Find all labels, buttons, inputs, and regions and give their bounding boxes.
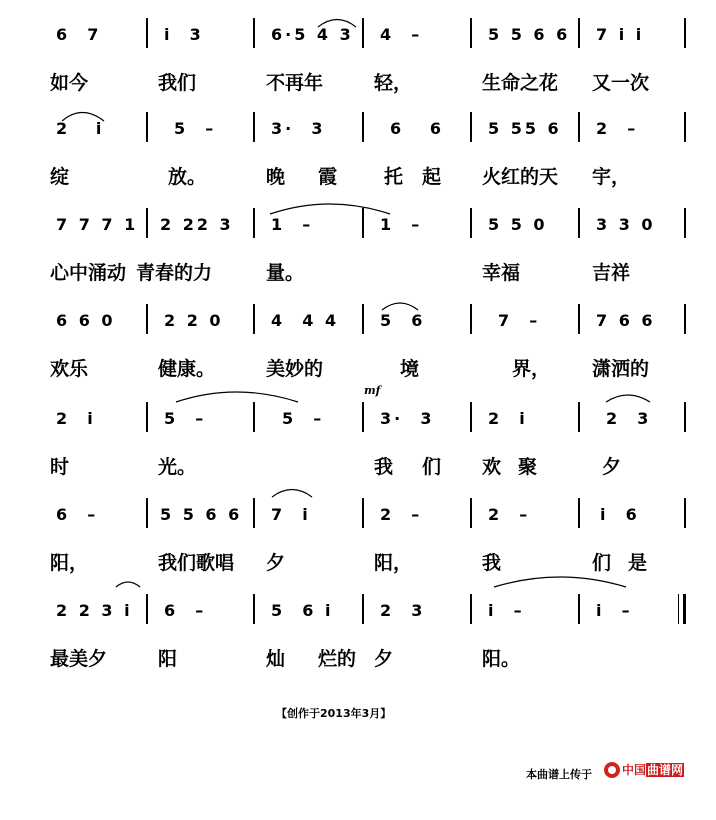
barline [146,594,148,624]
barline [684,208,686,238]
barline [684,498,686,528]
lyric-text: 阳， [50,552,89,574]
barline [470,402,472,432]
barline [253,18,255,48]
measure: 2 – [596,118,639,138]
lyric-text: 青春的力 [136,262,213,284]
barline [684,402,686,432]
lyric-text: 阳， [374,552,413,574]
lyric-text: 绽 [50,166,70,188]
barline [578,208,580,238]
barline [578,18,580,48]
score-system [0,302,716,386]
measure: 7 6 6 [596,310,656,330]
lyric-text: 我们 [158,72,197,94]
barline [362,112,364,142]
lyric-text: 心中涌动 [50,262,127,284]
measure: 6 6 0 [56,310,116,330]
measure: 2 i [56,118,105,138]
notes-line [0,400,716,436]
source-label: 本曲谱上传于 [526,768,592,781]
lyric-text: 夕 [374,648,394,670]
lyrics-line [0,68,716,96]
score-system [0,16,716,100]
lyric-text: 不再年 [266,72,324,94]
measure: 2 3 [606,408,652,428]
measure: 5 – [174,118,217,138]
measure: 5 6 [380,310,426,330]
lyric-text: 火红的天 [482,166,559,188]
dynamic-mark: mf [364,384,381,397]
measure: 2 – [380,504,423,524]
barline [470,304,472,334]
barline [470,208,472,238]
measure: 3· 3 [380,408,435,428]
barline [362,498,364,528]
slur-mark [116,582,140,587]
barline [362,304,364,334]
barline [470,112,472,142]
notes-line [0,16,716,52]
lyrics-line [0,162,716,190]
measure: 3· 3 [271,118,326,138]
lyric-text: 健康。 [158,358,216,380]
barline [578,304,580,334]
barline [362,402,364,432]
measure: 4 4 4 [271,310,340,330]
barline [578,402,580,432]
measure: i – [596,600,633,620]
lyric-text: 界， [512,358,551,380]
measure: 6 – [56,504,99,524]
measure: 5 – [164,408,207,428]
barline [253,304,255,334]
barline [146,112,148,142]
lyric-text: 最美夕 [50,648,108,670]
measure: 6 7 [56,24,102,44]
barline [146,208,148,238]
score-system [0,206,716,290]
lyrics-line [0,452,716,480]
barline [253,208,255,238]
lyric-text: 们 [422,456,442,478]
notes-line [0,302,716,338]
lyric-text: 境 [400,358,420,380]
lyric-text: 又一次 [592,72,650,94]
measure: 2 i [488,408,528,428]
measure: 5 5 6 6 [160,504,243,524]
barline [253,594,255,624]
barline [470,594,472,624]
measure: 5 6 i [271,600,334,620]
lyric-text: 们 [592,552,612,574]
barline [362,208,364,238]
site-logo[interactable] [604,761,684,778]
lyric-text: 生命之花 [482,72,559,94]
lyric-text: 欢乐 [50,358,89,380]
lyric-text: 烂的 [318,648,357,670]
lyric-text: 托 [384,166,404,188]
measure: 7 – [498,310,541,330]
lyric-text: 吉祥 [592,262,631,284]
lyric-text: 欢 [482,456,502,478]
score-system [0,400,716,484]
measure: 3 3 0 [596,214,656,234]
measure: 6 6 [390,118,444,138]
measure: i 6 [600,504,640,524]
composition-note: 【创作于2013年3月】 [276,707,392,720]
barline [578,112,580,142]
barline [684,112,686,142]
barline [146,18,148,48]
measure: 2 2 3 i [56,600,133,620]
lyric-text: 美妙的 [266,358,324,380]
final-barline-thick [683,594,686,624]
measure: 5 55 6 [488,118,562,138]
logo-name-a: 中国 [622,763,647,777]
notes-line [0,496,716,532]
barline [146,402,148,432]
measure: 7 i i [596,24,645,44]
measure: i 3 [164,24,204,44]
notes-line [0,206,716,242]
lyric-text: 阳。 [482,648,521,670]
lyric-text: 我 [482,552,502,574]
lyric-text: 霞 [318,166,338,188]
lyric-text: 幸福 [482,262,521,284]
measure: 6 – [164,600,207,620]
lyric-text: 我们歌唱 [158,552,235,574]
barline [146,498,148,528]
logo-name-b: 曲谱网 [647,763,684,777]
lyrics-line [0,258,716,286]
final-barline-thin [678,594,679,624]
barline [470,498,472,528]
logo-icon [604,762,620,778]
measure: 5 – [282,408,325,428]
lyric-text: 起 [422,166,442,188]
lyric-text: 是 [628,552,648,574]
measure: 1 – [271,214,314,234]
lyrics-line [0,644,716,672]
measure: 5 5 6 6 [488,24,571,44]
barline [684,304,686,334]
barline [578,498,580,528]
measure: 2 i [56,408,96,428]
measure: 7 7 7 1 [56,214,139,234]
notes-line [0,110,716,146]
lyrics-line [0,354,716,382]
measure: 6·5 4 3 [271,24,354,44]
lyric-text: 灿 [266,648,286,670]
barline [684,18,686,48]
barline [253,498,255,528]
barline [470,18,472,48]
barline [362,594,364,624]
barline [578,594,580,624]
lyric-text: 阳 [158,648,178,670]
lyric-text: 量。 [266,262,305,284]
measure: 5 5 0 [488,214,548,234]
notes-line [0,592,716,628]
measure: 2 3 [380,600,426,620]
lyric-text: 潇洒的 [592,358,650,380]
score-system [0,110,716,194]
barline [253,112,255,142]
lyric-text: 夕 [602,456,622,478]
barline [253,402,255,432]
lyric-text: 夕 [266,552,286,574]
measure: 2 – [488,504,531,524]
lyric-text: 我 [374,456,394,478]
lyric-text: 光。 [158,456,197,478]
measure: 2 2 0 [164,310,224,330]
lyric-text: 如今 [50,72,89,94]
barline [362,18,364,48]
measure: 4 – [380,24,423,44]
barline [146,304,148,334]
measure: 2 22 3 [160,214,234,234]
lyric-text: 轻， [374,72,413,94]
lyric-text: 晚 [266,166,286,188]
measure: 1 – [380,214,423,234]
logo-text [622,761,684,778]
lyric-text: 宇， [592,166,631,188]
score-system [0,592,716,676]
lyric-text: 聚 [518,456,538,478]
score-system [0,496,716,580]
measure: 7 i [271,504,311,524]
measure: i – [488,600,525,620]
lyric-text: 时 [50,456,70,478]
lyrics-line [0,548,716,576]
lyric-text: 放。 [168,166,207,188]
